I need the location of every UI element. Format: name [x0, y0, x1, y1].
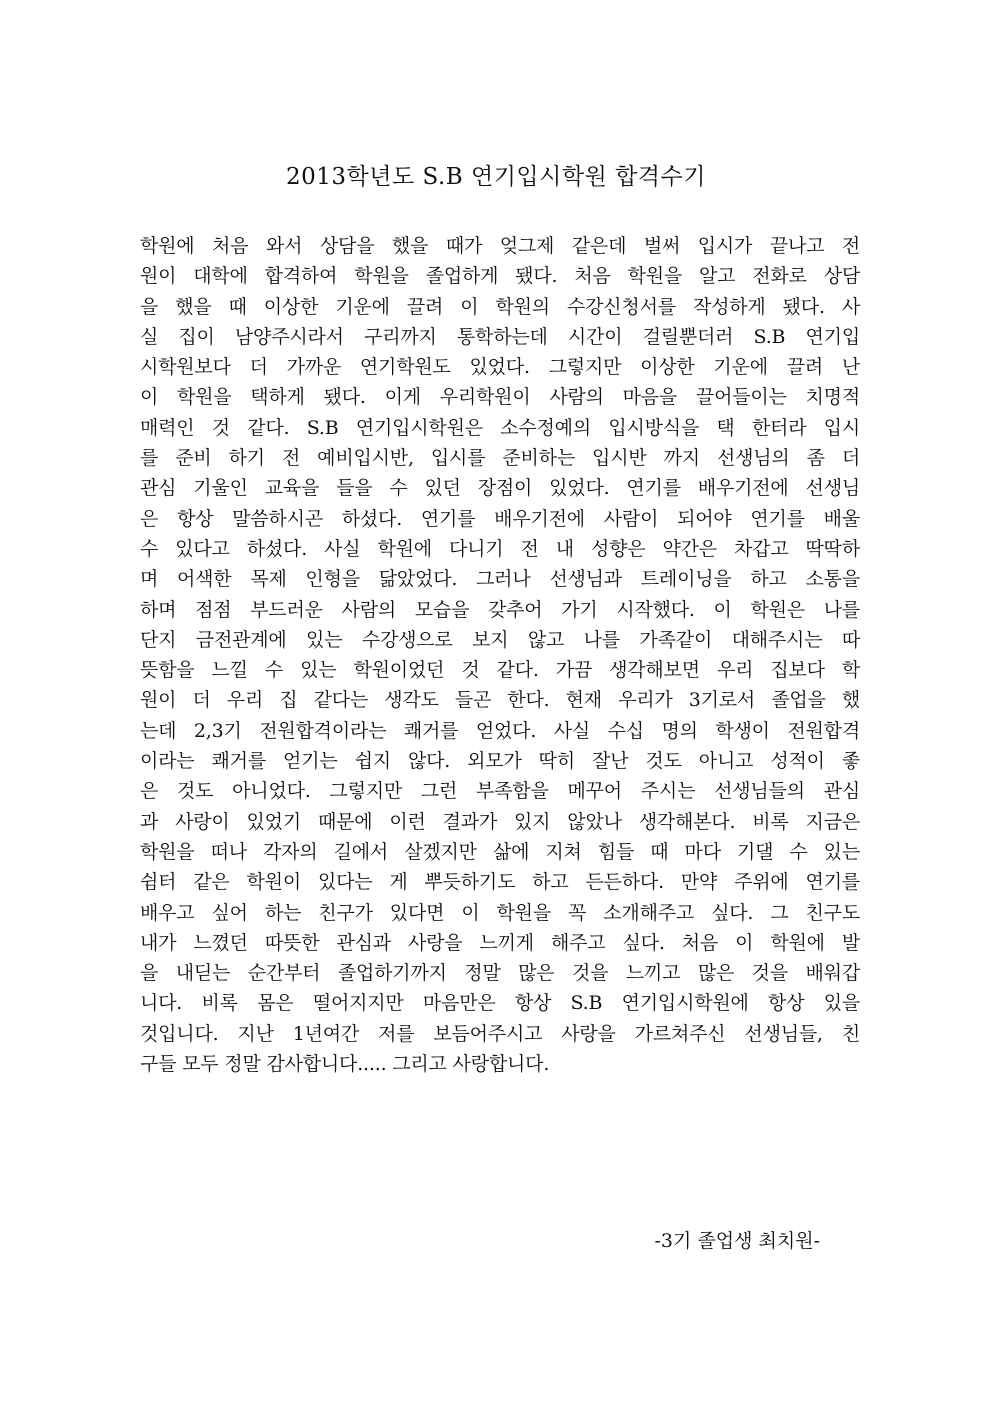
body-line: 구들 모두 정말 감사합니다..... 그리고 사랑합니다. [140, 1053, 550, 1076]
body-line: 과 사랑이 있었기 때문에 이런 결과가 있지 않았나 생각해본다. 비록 지금은 [140, 810, 860, 833]
body-line: 는데 2,3기 전원합격이라는 쾌거를 얻었다. 사실 수십 명의 학생이 전원합격 [140, 719, 860, 742]
document-title: 2013학년도 S.B 연기입시학원 합격수기 [286, 164, 706, 190]
body-line: 은 것도 아니었다. 그렇지만 그런 부족함을 메꾸어 주시는 선생님들의 관심 [140, 780, 860, 803]
body-line: 것입니다. 지난 1년여간 저를 보듬어주시고 사랑을 가르쳐주신 선생님들, 친 [140, 1022, 860, 1045]
body-line: 배우고 싶어 하는 친구가 있다면 이 학원을 꼭 소개해주고 싶다. 그 친구도 [140, 901, 860, 924]
body-line: 를 준비 하기 전 예비입시반, 입시를 준비하는 입시반 까지 선생님의 좀 더 [140, 447, 860, 470]
body-line: 원이 더 우리 집 같다는 생각도 들곤 한다. 현재 우리가 3기로서 졸업을 했 [140, 689, 860, 712]
body-line: 실 집이 남양주시라서 구리까지 통학하는데 시간이 걸릴뿐더러 S.B 연기입 [140, 325, 860, 348]
body-line: 쉼터 같은 학원이 있다는 게 뿌듯하기도 하고 든든하다. 만약 주위에 연기를 [140, 871, 860, 894]
body-line: 수 있다고 하셨다. 사실 학원에 다니기 전 내 성향은 약간은 차갑고 딱딱하 [140, 537, 860, 560]
body-line: 관심 기울인 교육을 들을 수 있던 장점이 있었다. 연기를 배우기전에 선생님 [140, 477, 860, 500]
document-body [140, 231, 860, 1079]
body-line: 을 내딛는 순간부터 졸업하기까지 정말 많은 것을 느끼고 많은 것을 배워갑 [140, 962, 860, 985]
body-line: 학원을 떠나 각자의 길에서 살겠지만 삶에 지쳐 힘들 때 마다 기댈 수 있는 [140, 840, 860, 863]
body-line: 니다. 비록 몸은 떨어지지만 마음만은 항상 S.B 연기입시학원에 항상 있을 [140, 992, 860, 1015]
body-line: 매력인 것 같다. S.B 연기입시학원은 소수정예의 입시방식을 택 한터라 입시 [140, 416, 860, 439]
body-line: 원이 대학에 합격하여 학원을 졸업하게 됐다. 처음 학원을 알고 전화로 상담 [140, 265, 860, 288]
body-line: 뜻함을 느낄 수 있는 학원이었던 것 같다. 가끔 생각해보면 우리 집보다 학 [140, 659, 860, 682]
body-line: 을 했을 때 이상한 기운에 끌려 이 학원의 수강신청서를 작성하게 됐다. 사 [140, 295, 860, 318]
body-line: 며 어색한 목제 인형을 닮았었다. 그러나 선생님과 트레이닝을 하고 소통을 [140, 568, 860, 591]
body-line: 이 학원을 택하게 됐다. 이게 우리학원이 사람의 마음을 끌어들이는 치명적 [140, 386, 860, 409]
body-line: 단지 금전관계에 있는 수강생으로 보지 않고 나를 가족같이 대해주시는 따 [140, 628, 860, 651]
author-signature: -3기 졸업생 최치원- [654, 1230, 820, 1252]
body-line: 내가 느꼈던 따뜻한 관심과 사랑을 느끼게 해주고 싶다. 처음 이 학원에 발 [140, 931, 860, 954]
body-line: 은 항상 말씀하시곤 하셨다. 연기를 배우기전에 사람이 되어야 연기를 배울 [140, 507, 860, 530]
body-line: 시학원보다 더 가까운 연기학원도 있었다. 그렇지만 이상한 기운에 끌려 난 [140, 356, 860, 379]
body-line: 이라는 쾌거를 얻기는 쉽지 않다. 외모가 딱히 잘난 것도 아니고 성적이 좋 [140, 750, 860, 773]
body-line: 학원에 처음 와서 상담을 했을 때가 엊그제 같은데 벌써 입시가 끝나고 전 [140, 235, 860, 257]
body-line: 하며 점점 부드러운 사람의 모습을 갖추어 가기 시작했다. 이 학원은 나를 [140, 598, 860, 621]
